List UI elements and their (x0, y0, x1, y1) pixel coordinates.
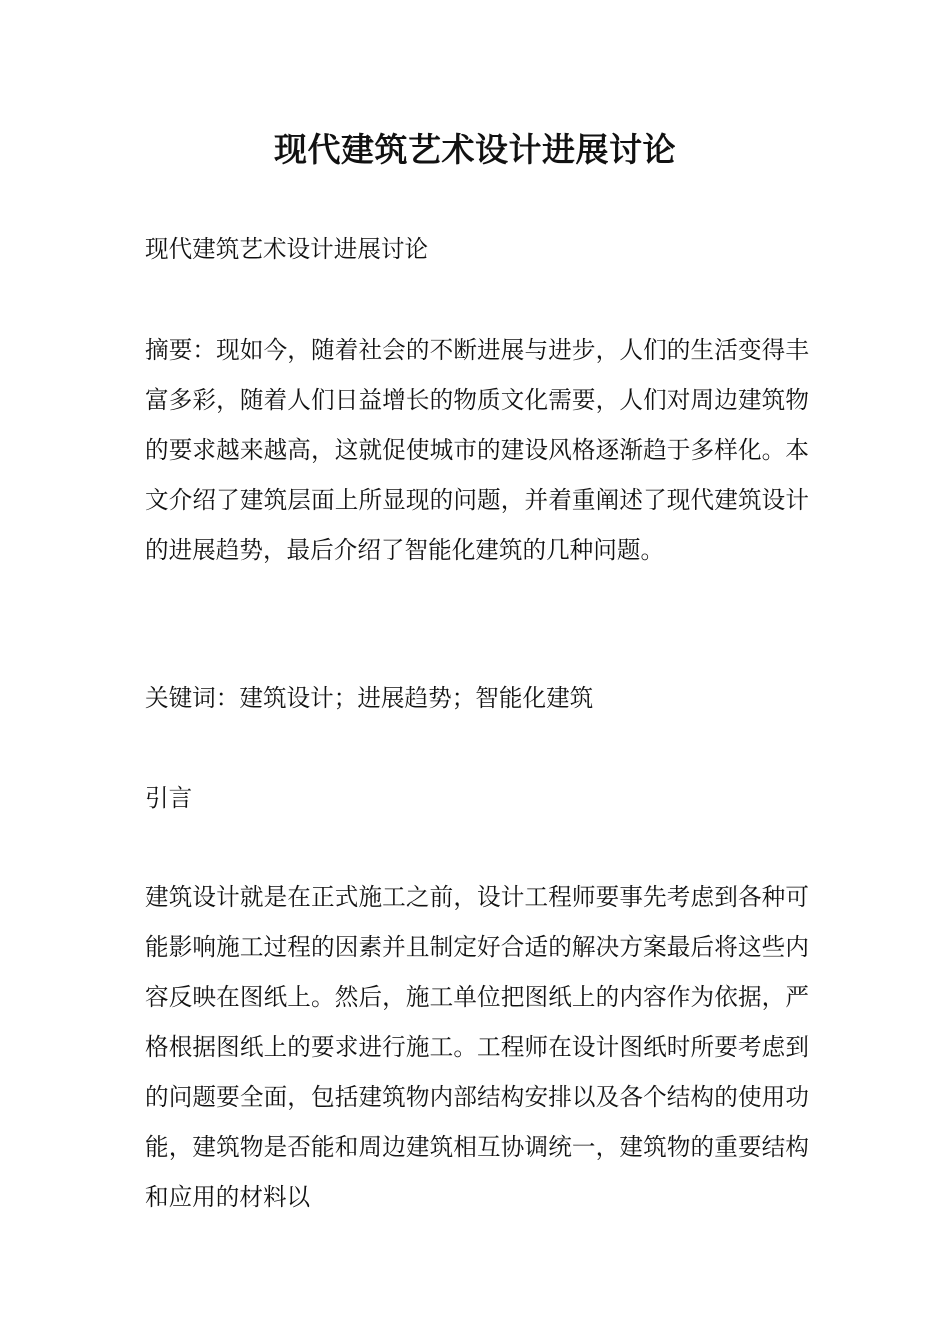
intro-heading: 引言 (145, 784, 193, 812)
abstract-paragraph: 摘要：现如今，随着社会的不断进展与进步，人们的生活变得丰富多彩，随着人们日益增长的物质文化需要，人们对周边建筑物的要求越来越高，这就促使城市的建设风格逐渐趋于多样化。本文介绍了建筑层面上所显现的问题，并着重阐述了现代建筑设计的进展趋势，最后介绍了智能化建筑的几种问题。 (145, 336, 809, 564)
document-title: 现代建筑艺术设计进展讨论 (274, 130, 676, 169)
intro-body-paragraph: 建筑设计就是在正式施工之前，设计工程师要事先考虑到各种可能影响施工过程的因素并且制定好合适的解决方案最后将这些内容反映在图纸上。然后，施工单位把图纸上的内容作为依据，严格根据图纸上的要求进行施工。工程师在设计图纸时所要考虑到的问题要全面，包括建筑物内部结构安排以及各个结构的使用功能，建筑物是否能和周边建筑相互协调统一，建筑物的重要结构和应用的材料以 (145, 883, 809, 1211)
document-subtitle: 现代建筑艺术设计进展讨论 (145, 235, 429, 263)
keywords-line: 关键词：建筑设计；进展趋势；智能化建筑 (145, 684, 594, 712)
